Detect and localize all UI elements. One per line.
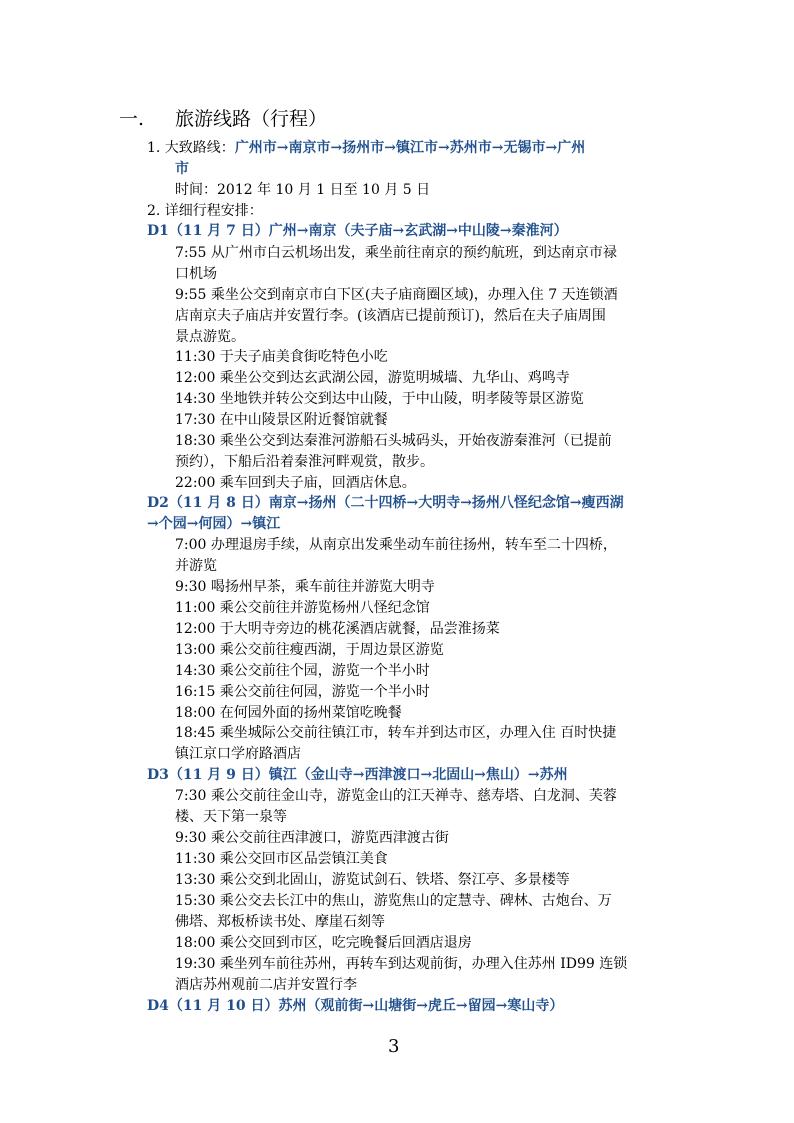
day1-item: 9:55 乘坐公交到南京市白下区(夫子庙商圈区域)，办理入住 7 天连锁酒 bbox=[175, 287, 618, 303]
day3-item: 11:30 乘公交回市区品尝镇江美食 bbox=[175, 851, 388, 867]
day1-item: 店南京夫子庙店并安置行李。(该酒店已提前预订)，然后在夫子庙周围 bbox=[175, 308, 606, 324]
day3-item: 楼、天下第一泉等 bbox=[175, 809, 287, 825]
day1-item: 7:55 从广州市白云机场出发，乘坐前往南京的预约航班，到达南京市禄 bbox=[175, 245, 617, 261]
day2-item: 18:00 在何园外面的扬州菜馆吃晚餐 bbox=[175, 705, 402, 721]
day3-item: 19:30 乘坐列车前往苏州，再转车到达观前街，办理入住苏州 ID99 连锁 bbox=[175, 956, 628, 972]
day1-item: 12:00 乘坐公交到达玄武湖公园，游览明城墙、九华山、鸡鸣寺 bbox=[175, 370, 570, 386]
day2-item: 16:15 乘公交前往何园，游览一个半小时 bbox=[175, 684, 430, 700]
route-cities: 广州市→南京市→扬州市→镇江市→苏州市→无锡市→广州 bbox=[234, 140, 586, 156]
day3-item: 7:30 乘公交前往金山寺，游览金山的江天禅寺、慈寿塔、白龙洞、芙蓉 bbox=[175, 788, 617, 804]
route-cities-cont: 市 bbox=[175, 161, 189, 177]
day1-title: D1（11 月 7 日）广州→南京（夫子庙→玄武湖→中山陵→秦淮河） bbox=[147, 223, 568, 239]
day1-item: 预约），下船后沿着秦淮河畔观赏，散步。 bbox=[175, 454, 434, 470]
day2-title-cont: →个园→何园）→镇江 bbox=[147, 516, 281, 532]
day1-item: 17:30 在中山陵景区附近餐馆就餐 bbox=[175, 412, 388, 428]
day2-item: 11:00 乘公交前往并游览杨州八怪纪念馆 bbox=[175, 600, 430, 616]
day4-title: D4（11 月 10 日）苏州（观前街→山塘街→虎丘→留园→寒山寺） bbox=[147, 998, 564, 1014]
day2-item: 13:00 乘公交前往瘦西湖，于周边景区游览 bbox=[175, 642, 444, 658]
day3-title: D3（11 月 9 日）镇江（金山寺→西津渡口→北固山→焦山）→苏州 bbox=[147, 767, 568, 783]
day2-item: 并游览 bbox=[175, 558, 217, 574]
day3-item: 18:00 乘公交回到市区，吃完晚餐后回酒店退房 bbox=[175, 935, 472, 951]
section-number: 一. bbox=[119, 108, 145, 130]
day2-item: 7:00 办理退房手续，从南京出发乘坐动车前往扬州，转车至二十四桥， bbox=[175, 537, 617, 553]
section-title: 旅游线路（行程） bbox=[175, 108, 328, 130]
day3-item: 佛塔、郑板桥读书处、摩崖石刻等 bbox=[175, 914, 385, 930]
travel-time: 时间：2012 年 10 月 1 日至 10 月 5 日 bbox=[175, 182, 431, 198]
day2-item: 18:45 乘坐城际公交前往镇江市，转车并到达市区，办理入住 百时快捷 bbox=[175, 725, 617, 741]
day2-item: 镇江京口学府路酒店 bbox=[175, 746, 301, 762]
day2-item: 12:00 于大明寺旁边的桃花溪酒店就餐，品尝淮扬菜 bbox=[175, 621, 500, 637]
page-number: 3 bbox=[388, 1036, 400, 1057]
route-line bbox=[147, 138, 585, 159]
day1-item: 22:00 乘车回到夫子庙，回酒店休息。 bbox=[175, 475, 416, 491]
day3-item: 15:30 乘公交去长江中的焦山，游览焦山的定慧寺、碑林、古炮台、万 bbox=[175, 893, 612, 909]
day3-item: 13:30 乘公交到北固山，游览试剑石、铁塔、祭江亭、多景楼等 bbox=[175, 872, 570, 888]
route-label: 1. 大致路线： bbox=[147, 140, 235, 156]
day1-item: 11:30 于夫子庙美食街吃特色小吃 bbox=[175, 349, 388, 365]
day2-item: 9:30 喝扬州早茶，乘车前往并游览大明寺 bbox=[175, 579, 435, 595]
day1-item: 口机场 bbox=[175, 266, 217, 282]
section-heading bbox=[119, 104, 327, 131]
day2-item: 14:30 乘公交前往个园，游览一个半小时 bbox=[175, 663, 430, 679]
day1-item: 景点游览。 bbox=[175, 329, 245, 345]
day3-item: 酒店苏州观前二店并安置行李 bbox=[175, 977, 357, 993]
day1-item: 18:30 乘坐公交到达秦淮河游船石头城码头，开始夜游秦淮河（已提前 bbox=[175, 433, 612, 449]
day1-item: 14:30 坐地铁并转公交到达中山陵，于中山陵，明孝陵等景区游览 bbox=[175, 391, 584, 407]
day2-title: D2（11 月 8 日）南京→扬州（二十四桥→大明寺→扬州八怪纪念馆→瘦西湖 bbox=[147, 495, 624, 511]
day3-item: 9:30 乘公交前往西津渡口，游览西津渡古街 bbox=[175, 830, 449, 846]
detail-label: 2. 详细行程安排： bbox=[147, 203, 263, 219]
